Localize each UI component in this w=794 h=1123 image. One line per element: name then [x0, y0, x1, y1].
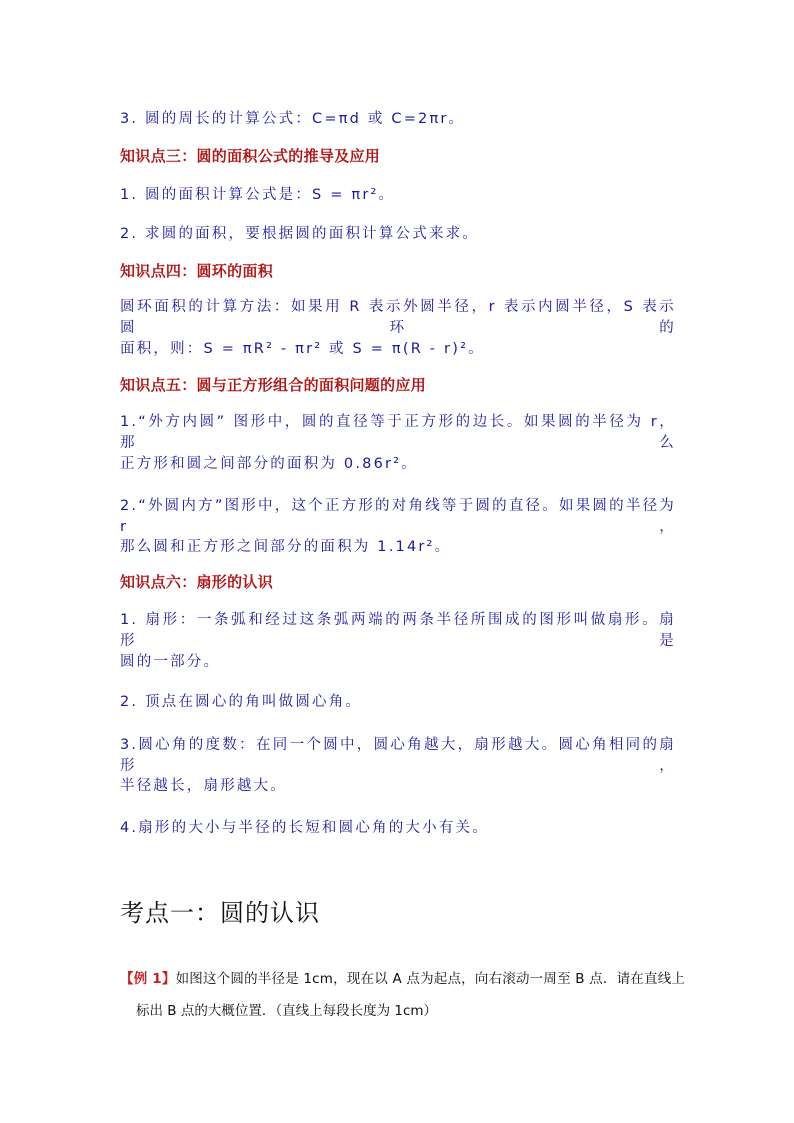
text-line: 1. 圆的面积计算公式是：S = πr²。 [120, 187, 396, 203]
text-line: 2. 求圆的面积，要根据圆的面积计算公式来求。 [120, 226, 480, 242]
text-line: 圆环面积的计算方法：如果用 R 表示外圆半径，r 表示内圆半径，S 表示圆环的 [120, 299, 676, 336]
heading-knowledge-3: 知识点三：圆的面积公式的推导及应用 [120, 147, 381, 165]
text-line: 1.“外方内圆” 图形中，圆的直径等于正方形的边长。如果圆的半径为 r，那么 [120, 414, 676, 451]
text-line: 半径越长，扇形越大。 [120, 778, 287, 794]
text-line: 正方形和圆之间部分的面积为 0.86r²。 [120, 456, 418, 472]
text-line: 那么圆和正方形之间部分的面积为 1.14r²。 [120, 539, 452, 555]
example-text: 如图这个圆的半径是 1cm，现在以 A 点为起点，向右滚动一周至 B 点．请在直线上 [175, 971, 686, 987]
heading-knowledge-5: 知识点五：圆与正方形组合的面积问题的应用 [120, 376, 427, 394]
text-line: 2. 顶点在圆心的角叫做圆心角。 [120, 694, 363, 710]
heading-knowledge-6: 知识点六：扇形的认识 [120, 573, 274, 591]
example-line [120, 967, 686, 987]
text-line: 1. 扇形：一条弧和经过这条弧两端的两条半径所围成的图形叫做扇形。扇形是 [120, 612, 676, 649]
heading-knowledge-4: 知识点四：圆环的面积 [120, 262, 274, 280]
text-line: 4.扇形的大小与半径的长短和圆心角的大小有关。 [120, 820, 489, 836]
text-line: 2.“外圆内方”图形中，这个正方形的对角线等于圆的直径。如果圆的半径为 r， [120, 498, 676, 535]
text-line: 面积，则：S = πR² - πr² 或 S = π(R - r)²。 [120, 341, 485, 357]
text-line: 3.圆心角的度数：在同一个圆中，圆心角越大，扇形越大。圆心角相同的扇形， [120, 737, 676, 774]
example-tag: 【例 1】 [120, 971, 176, 987]
example-line-2: 标出 B 点的大概位置．（直线上每段长度为 1cm） [136, 1003, 438, 1019]
section-title: 考点一：圆的认识 [120, 899, 320, 927]
text-line: 3. 圆的周长的计算公式：C=πd 或 C=2πr。 [120, 111, 466, 127]
text-line: 圆的一部分。 [120, 654, 221, 670]
